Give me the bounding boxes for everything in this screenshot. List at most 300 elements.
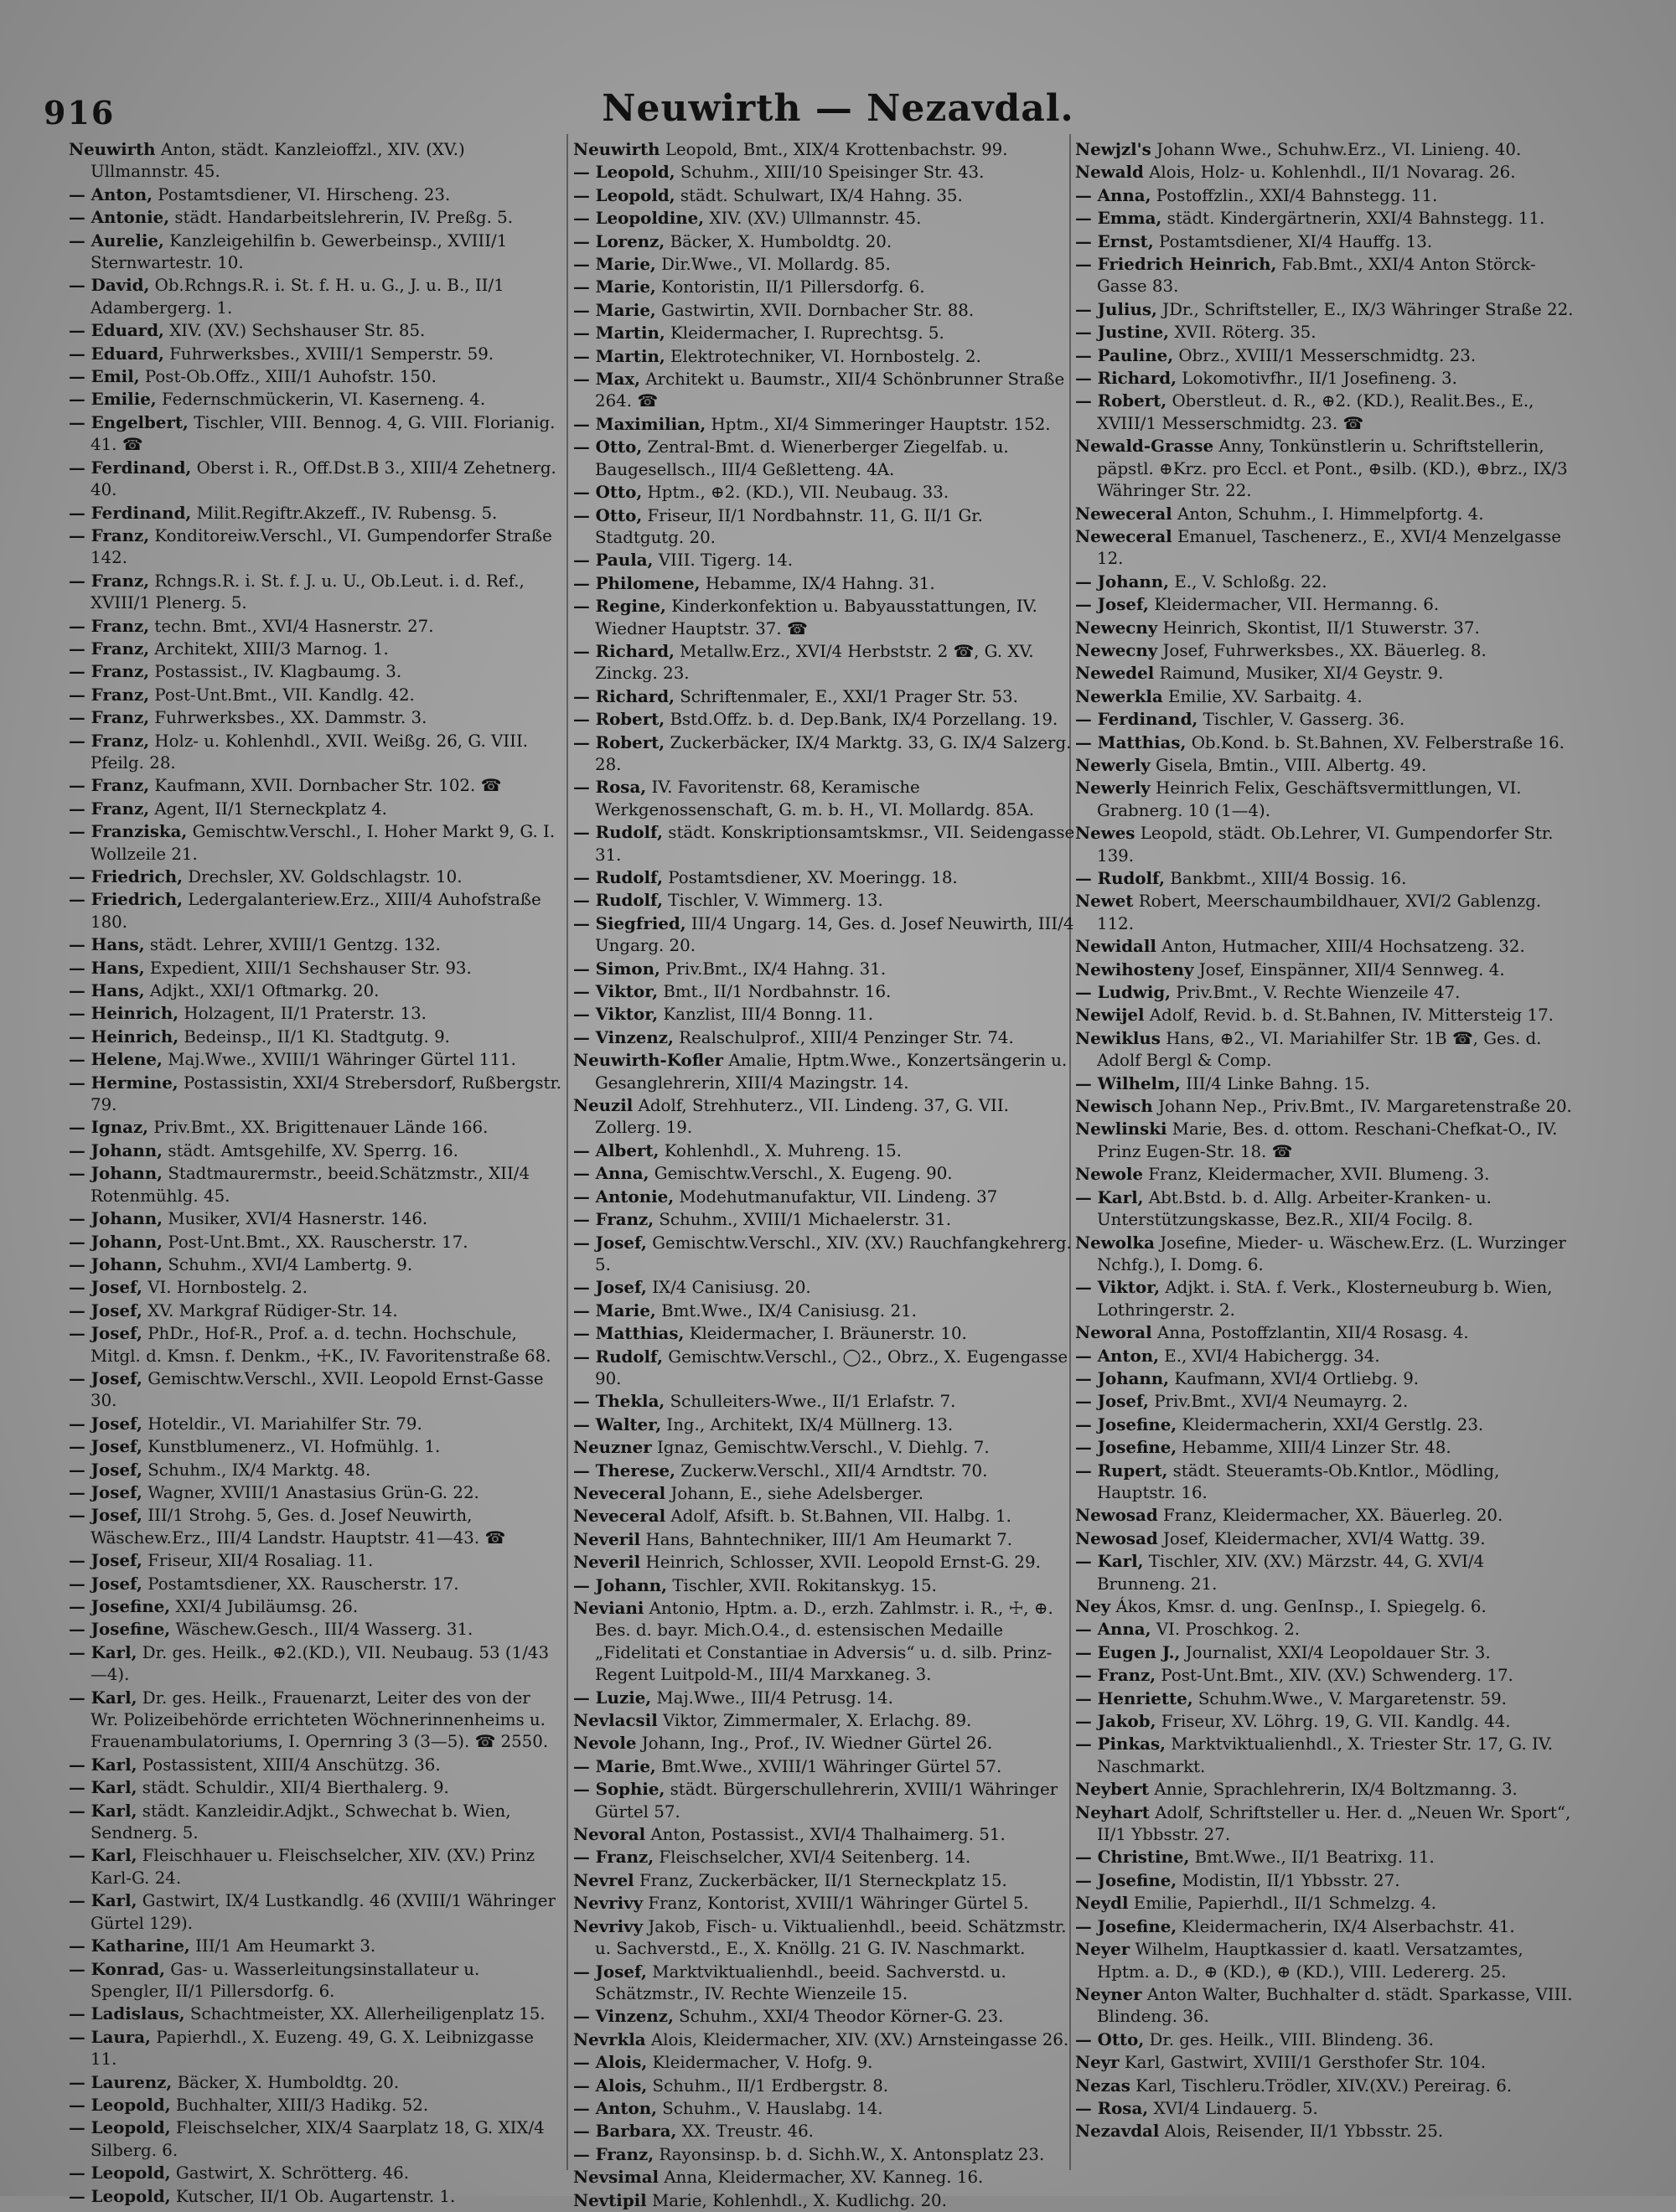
entry-details: Kaufmann, XVI/4 Ortliebg. 9.	[1169, 1368, 1420, 1388]
entry-name: — Franz,	[69, 570, 150, 591]
directory-entry	[1075, 822, 1578, 867]
directory-entry	[1075, 981, 1578, 1004]
entry-details: Architekt u. Baumstr., XII/4 Schönbrunner Straße 264. ☎	[595, 370, 1065, 411]
directory-entry	[69, 866, 563, 888]
entry-details: Gastwirtin, XVII. Dornbacher Str. 88.	[655, 300, 975, 320]
directory-entry	[573, 1778, 1076, 1823]
directory-entry	[573, 436, 1076, 481]
entry-name: — Franz,	[1075, 1665, 1156, 1686]
directory-entry	[69, 1322, 563, 1367]
entry-name: — Franz,	[69, 798, 150, 819]
entry-details: Modehutmanufaktur, VII. Lindeng. 37	[674, 1186, 998, 1207]
entry-name: — Marie,	[573, 276, 656, 297]
directory-entry	[1075, 2051, 1578, 2074]
directory-entry	[573, 640, 1076, 685]
entry-details: Dr. ges. Heilk., VIII. Blindeng. 36.	[1144, 2029, 1434, 2049]
directory-entry	[69, 706, 563, 729]
entry-name: Neyr	[1075, 2052, 1120, 2073]
entry-name: Neyhart	[1075, 1801, 1150, 1822]
entry-details: Anton, städt. Kanzleioffzl., XIV. (XV.) Ullmannstr. 45.	[91, 140, 465, 182]
entry-details: Tischler, XIV. (XV.) Märzstr. 44, G. XVI/4 Brunneng. 21.	[1097, 1552, 1485, 1594]
entry-details: Schuhm., V. Hauslabg. 14.	[657, 2098, 883, 2118]
directory-entry	[69, 1413, 563, 1435]
entry-name: — Franz,	[573, 2143, 654, 2164]
entry-details: Post-Ob.Offz., XIII/1 Auhofstr. 150.	[139, 367, 437, 387]
entry-name: — Viktor,	[573, 981, 659, 1002]
directory-entry	[69, 933, 563, 956]
entry-details: Bäcker, X. Humboldtg. 20.	[172, 2072, 400, 2092]
entry-name: — Friedrich Heinrich,	[1075, 254, 1277, 275]
entry-name: — Josef,	[1075, 1391, 1149, 1412]
entry-name: Newes	[1075, 823, 1135, 844]
directory-entry	[573, 595, 1076, 640]
entry-details: städt. Lehrer, XVIII/1 Gentzg. 132.	[144, 935, 441, 955]
directory-entry	[573, 685, 1076, 708]
directory-entry	[69, 319, 563, 342]
entry-details: städt. Amtsgehilfe, XV. Sperrg. 16.	[163, 1140, 458, 1160]
entry-details: Priv.Bmt., XX. Brigittenauer Lände 166.	[148, 1118, 489, 1138]
entry-details: Papierhdl., X. Euzeng. 49, G. X. Leibnizgasse 11.	[91, 2027, 534, 2070]
entry-name: — Katharine,	[69, 1936, 190, 1956]
directory-entry	[573, 1436, 1076, 1459]
entry-details: Hptm., XI/4 Simmeringer Hauptstr. 152.	[706, 414, 1051, 434]
entry-details: XIV. (XV.) Ullmannstr. 45.	[704, 209, 922, 229]
directory-entry	[1075, 867, 1578, 890]
directory-entry	[573, 1232, 1076, 1277]
entry-name: Neweceral	[1075, 525, 1172, 546]
entry-name: Neveril	[573, 1552, 641, 1573]
entry-name: — Franz,	[69, 615, 150, 636]
directory-entry	[69, 979, 563, 1002]
entry-details: Architekt, XIII/3 Marnog. 1.	[149, 638, 389, 659]
entry-name: — Friedrich,	[69, 889, 183, 910]
entry-name: Newijel	[1075, 1005, 1145, 1026]
entry-details: Karl, Gastwirt, XVIII/1 Gersthofer Str. 104.	[1119, 2053, 1486, 2073]
entry-name: — Anton,	[1075, 1345, 1159, 1366]
entry-details: Kleidermacherin, XXI/4 Gerstlg. 23.	[1177, 1414, 1484, 1434]
directory-entry	[69, 2185, 563, 2208]
entry-details: Buchhalter, XIII/3 Hadikg. 52.	[170, 2095, 429, 2115]
entry-details: Bmt.Wwe., XVIII/1 Währinger Gürtel 57.	[655, 1756, 1002, 1776]
entry-name: Neuwirth-Kofler	[573, 1050, 724, 1071]
entry-name: — Ferdinand,	[69, 457, 192, 478]
directory-entry	[69, 2026, 563, 2071]
entry-name: — Karl,	[69, 1641, 137, 1662]
entry-details: Postassist., IV. Klagbaumg. 3.	[149, 662, 402, 682]
entry-details: Musiker, XVI/4 Hasnerstr. 146.	[163, 1209, 428, 1229]
entry-details: Johann, Ing., Prof., IV. Wiedner Gürtel 26.	[636, 1734, 993, 1754]
entry-name: Neydl	[1075, 1893, 1129, 1914]
directory-entry	[573, 1414, 1076, 1436]
directory-entry	[69, 502, 563, 525]
entry-name: — Emil,	[69, 366, 140, 387]
directory-entry	[573, 1460, 1076, 1482]
entry-details: Alois, Reisender, II/1 Ybbsstr. 25.	[1159, 2122, 1444, 2142]
entry-name: — Josef,	[69, 1277, 142, 1298]
directory-entry	[1075, 184, 1578, 207]
directory-entry	[1075, 321, 1578, 344]
entry-details: Friseur, II/1 Nordbahnstr. 11, G. II/1 Gr. Stadtgutg. 20.	[595, 505, 983, 547]
entry-name: — Jakob,	[1075, 1711, 1156, 1732]
entry-details: Rchngs.R. i. St. f. J. u. U., Ob.Leut. i. d. Ref., XVIII/1 Plenerg. 5.	[91, 571, 525, 613]
entry-details: Tischler, VIII. Bennog. 4, G. VIII. Florianig. 41. ☎	[91, 412, 556, 455]
entry-details: Postamtsdiener, VI. Hirscheng. 23.	[153, 184, 451, 204]
entry-details: Schuhm., IX/4 Marktg. 48.	[142, 1460, 371, 1480]
entry-name: — Richard,	[573, 640, 675, 661]
directory-entry	[573, 2097, 1076, 2120]
directory-column-1	[69, 138, 563, 2206]
entry-name: Nezas	[1075, 2075, 1130, 2096]
entry-name: Newosad	[1075, 1527, 1158, 1548]
directory-entry	[69, 2094, 563, 2116]
entry-name: — Alois,	[573, 2075, 648, 2096]
entry-details: Postamtsdiener, XV. Moeringg. 18.	[663, 868, 958, 887]
entry-details: Alois, Holz- u. Kohlenhdl., II/1 Novarag. 26.	[1143, 163, 1516, 183]
entry-details: Johann Nep., Priv.Bmt., IV. Margaretenstraße 20.	[1152, 1097, 1572, 1117]
entry-name: Nevrivy	[573, 1893, 644, 1914]
directory-entry	[1075, 1004, 1578, 1026]
entry-name: — Franz,	[69, 775, 150, 796]
entry-name: Newecny	[1075, 639, 1158, 660]
directory-entry	[573, 322, 1076, 344]
entry-name: Newerly	[1075, 778, 1151, 798]
directory-entry	[573, 572, 1076, 595]
entry-details: Amalie, Hptm.Wwe., Konzertsängerin u. Gesanglehrerin, XIII/4 Mazingstr. 14.	[595, 1051, 1068, 1093]
entry-name: — Josef,	[573, 1961, 647, 1982]
entry-details: Milit.Regiftr.Akzeff., IV. Rubensg. 5.	[191, 503, 498, 523]
entry-name: — Anton,	[69, 183, 153, 204]
entry-name: — Marie,	[573, 299, 656, 320]
entry-name: Nevole	[573, 1733, 637, 1754]
directory-entry	[1075, 685, 1578, 708]
directory-entry	[1075, 1027, 1578, 1072]
entry-details: Marie, Kohlenhdl., X. Kudlichg. 20.	[646, 2190, 947, 2210]
entry-name: — Leopold,	[573, 162, 675, 183]
entry-name: — Laurenz,	[69, 2071, 173, 2092]
entry-name: — Josefine,	[1075, 1915, 1177, 1936]
entry-name: Nevtipil	[573, 2189, 647, 2210]
directory-entry	[573, 1732, 1076, 1755]
entry-name: Nevoral	[573, 1824, 646, 1845]
entry-name: Newedel	[1075, 663, 1155, 684]
entry-details: Anton, Schuhm., I. Himmelpfortg. 4.	[1172, 504, 1484, 524]
entry-details: Gemischtw.Verschl., XVII. Leopold Ernst-Gasse 30.	[91, 1368, 544, 1411]
entry-name: Neveceral	[573, 1506, 666, 1527]
directory-entry	[1075, 1641, 1578, 1664]
entry-name: Neyner	[1075, 1983, 1142, 2004]
entry-name: — Josefine,	[1075, 1414, 1177, 1434]
directory-entry	[69, 1231, 563, 1253]
entry-name: — Rosa,	[1075, 2097, 1149, 2118]
directory-entry	[1075, 1232, 1578, 1277]
directory-entry	[573, 1003, 1076, 1026]
entry-details: Franz, Kleidermacher, XX. Bäuerleg. 20.	[1157, 1506, 1503, 1526]
directory-entry	[573, 2143, 1076, 2166]
entry-name: — Christine,	[1075, 1847, 1190, 1868]
entry-name: — Rudolf,	[573, 867, 663, 887]
directory-entry	[573, 299, 1076, 322]
entry-details: Maj.Wwe., XVIII/1 Währinger Gürtel 111.	[162, 1050, 516, 1070]
directory-entry	[573, 1823, 1076, 1846]
entry-name: — Josef,	[69, 1436, 142, 1457]
entry-name: — Otto,	[573, 437, 643, 457]
directory-entry	[1075, 1118, 1578, 1163]
directory-entry	[69, 2003, 563, 2025]
entry-details: XX. Treustr. 46.	[676, 2122, 814, 2142]
directory-entry	[573, 2189, 1076, 2212]
entry-details: Gas- u. Wasserleitungsinstallateur u. Spengler, II/1 Pillersdorfg. 6.	[91, 1959, 480, 2001]
entry-details: IX/4 Canisiusg. 20.	[646, 1278, 811, 1298]
entry-details: Lokomotivfhr., II/1 Josefineng. 3.	[1177, 369, 1457, 389]
entry-details: Johann, E., siehe Adelsberger.	[665, 1483, 923, 1503]
entry-details: Maj.Wwe., III/4 Petrusg. 14.	[651, 1687, 893, 1708]
directory-entry	[69, 343, 563, 365]
entry-name: — Otto,	[573, 504, 643, 525]
directory-entry	[69, 774, 563, 797]
directory-entry	[573, 2005, 1076, 2028]
entry-details: Adolf, Schriftsteller u. Her. d. „Neuen Wr. Sport“, II/1 Ybbsstr. 27.	[1097, 1802, 1571, 1845]
entry-name: — Josef,	[69, 1573, 142, 1594]
directory-entry	[1075, 1595, 1578, 1618]
entry-name: — Aurelie,	[69, 230, 164, 251]
directory-entry	[69, 1276, 563, 1299]
entry-details: Post-Unt.Bmt., VII. Kandlg. 42.	[149, 685, 415, 705]
entry-name: Nevrel	[573, 1869, 634, 1890]
directory-entry	[1075, 639, 1578, 662]
directory-entry	[1075, 1733, 1578, 1778]
entry-name: Neuwirth	[69, 139, 156, 159]
entry-name: — Matthias,	[1075, 731, 1187, 752]
directory-entry	[573, 413, 1076, 436]
entry-details: Hebamme, IX/4 Hahng. 31.	[700, 573, 935, 593]
entry-name: Newolka	[1075, 1232, 1155, 1253]
entry-name: Newald	[1075, 162, 1144, 183]
entry-details: Tischler, V. Wimmerg. 13.	[663, 891, 883, 911]
directory-entry	[573, 276, 1076, 298]
directory-entry	[573, 1346, 1076, 1391]
entry-details: Gemischtw.Verschl., I. Hoher Markt 9, G. I. Wollzeile 21.	[91, 822, 556, 864]
entry-details: Gastwirt, IX/4 Lustkandlg. 46 (XVIII/1 Währinger Gürtel 129).	[91, 1891, 556, 1933]
entry-name: — Johann,	[69, 1231, 163, 1252]
entry-name: — Otto,	[1075, 2029, 1145, 2049]
entry-details: Leopold, Bmt., XIX/4 Krottenbachstr. 99.	[660, 140, 1008, 159]
directory-entry	[573, 1322, 1076, 1345]
entry-name: — Ernst,	[1075, 230, 1154, 251]
directory-entry	[1075, 435, 1578, 502]
directory-entry	[573, 1140, 1076, 1162]
entry-name: Neveceral	[573, 1482, 666, 1503]
directory-entry	[69, 1253, 563, 1276]
directory-entry	[69, 820, 563, 866]
entry-name: — Josefine,	[1075, 1869, 1177, 1890]
entry-details: Dir.Wwe., VI. Mollardg. 85.	[655, 255, 891, 275]
directory-entry	[573, 1026, 1076, 1049]
directory-entry	[1075, 1550, 1578, 1595]
entry-details: Dr. ges. Heilk., Frauenarzt, Leiter des von der Wr. Polizeibehörde errichteten Wöchnerinnenheims u. Frauenambulatoriums, I. Opernring 3 (3—5). ☎ 2550.	[91, 1687, 549, 1752]
directory-entry	[573, 2029, 1076, 2051]
directory-entry	[1075, 138, 1578, 161]
column-divider	[566, 134, 568, 2170]
directory-entry	[1075, 617, 1578, 639]
directory-entry	[69, 730, 563, 775]
entry-name: — Otto,	[573, 482, 643, 503]
directory-column-3	[1075, 138, 1578, 2166]
directory-entry	[1075, 1276, 1578, 1321]
directory-entry	[69, 1367, 563, 1413]
entry-details: Franz, Kontorist, XVIII/1 Währinger Gürtel 5.	[643, 1894, 1029, 1914]
directory-entry	[573, 2166, 1076, 2189]
entry-name: — Johann,	[69, 1140, 163, 1160]
directory-entry	[69, 660, 563, 683]
entry-details: Anton Walter, Buchhalter d. städt. Sparkasse, VIII. Blindeng. 36.	[1097, 1984, 1573, 2027]
entry-name: Neuwirth	[573, 139, 660, 159]
entry-details: Adolf, Afsift. b. St.Bahnen, VII. Halbg. 1.	[665, 1507, 1011, 1527]
directory-entry	[1075, 1072, 1578, 1095]
entry-details: Adjkt., XXI/1 Oftmarkg. 20.	[144, 981, 380, 1001]
directory-entry	[573, 776, 1076, 821]
directory-entry	[1075, 390, 1578, 435]
entry-name: — Karl,	[1075, 1551, 1144, 1572]
entry-details: III/1 Am Heumarkt 3.	[189, 1936, 376, 1956]
entry-name: — Eduard,	[69, 320, 164, 341]
directory-entry	[69, 1504, 563, 1549]
entry-name: — Josef,	[69, 1367, 142, 1388]
entry-details: städt. Kanzleidir.Adjkt., Schwechat b. Wien, Sendnerg. 5.	[91, 1801, 511, 1843]
directory-entry	[69, 2071, 563, 2094]
directory-entry	[1075, 1390, 1578, 1413]
entry-details: Rayonsinsp. b. d. Sichh.W., X. Antonsplatz 23.	[654, 2144, 1045, 2164]
directory-entry	[69, 206, 563, 229]
entry-details: E., V. Schloßg. 22.	[1169, 571, 1327, 592]
entry-details: Kanzlist, III/4 Bonng. 11.	[658, 1005, 874, 1025]
directory-entry	[69, 183, 563, 206]
directory-entry	[573, 731, 1076, 777]
entry-details: Priv.Bmt., IX/4 Hahng. 31.	[660, 959, 887, 979]
entry-details: städt. Handarbeitslehrerin, IV. Preßg. 5.	[169, 208, 514, 228]
entry-name: — Leopoldine,	[573, 208, 705, 229]
entry-details: JDr., Schriftsteller, E., IX/3 Währinger Straße 22.	[1156, 299, 1574, 319]
entry-details: Priv.Bmt., XVI/4 Neumayrg. 2.	[1148, 1392, 1409, 1412]
directory-entry	[573, 1049, 1076, 1094]
entry-details: Anna, Kleidermacher, XV. Kanneg. 16.	[659, 2168, 984, 2188]
entry-details: Ing., Architekt, IX/4 Müllnerg. 13.	[661, 1414, 954, 1434]
entry-name: — Alois,	[573, 2052, 648, 2073]
directory-entry	[1075, 1846, 1578, 1868]
entry-details: Marktviktualienhdl., X. Triester Str. 17, G. IV. Naschmarkt.	[1097, 1734, 1553, 1776]
entry-details: Hoteldir., VI. Mariahilfer Str. 79.	[142, 1414, 422, 1434]
entry-details: Fleischselcher, XIX/4 Saarplatz 18, G. XIX/4 Silberg. 6.	[91, 2118, 545, 2160]
directory-entry	[69, 388, 563, 411]
directory-entry	[69, 1140, 563, 1162]
directory-entry	[1075, 1892, 1578, 1915]
entry-name: — Franz,	[69, 684, 150, 705]
directory-entry	[69, 1935, 563, 1957]
entry-name: — Franz,	[69, 525, 150, 545]
entry-name: — Karl,	[1075, 1186, 1144, 1207]
entry-name: — Johann,	[1075, 571, 1170, 592]
entry-details: Kunstblumenerz., VI. Hofmühlg. 1.	[142, 1437, 441, 1457]
entry-details: Adjkt. i. StA. f. Verk., Klosterneuburg b. Wien, Lothringerstr. 2.	[1097, 1278, 1553, 1320]
entry-details: III/4 Linke Bahng. 15.	[1180, 1073, 1370, 1093]
entry-name: — Friedrich,	[69, 866, 183, 886]
entry-details: Schuhm.Wwe., V. Margaretenstr. 59.	[1192, 1688, 1507, 1708]
entry-name: — Vinzenz,	[573, 1026, 674, 1047]
directory-entry	[1075, 708, 1578, 731]
directory-entry	[573, 980, 1076, 1003]
entry-name: — Karl,	[69, 1777, 137, 1798]
entry-details: Hans, ⊕2., VI. Mariahilfer Str. 1B ☎, Ges. d. Adolf Bergl & Comp.	[1097, 1028, 1542, 1071]
directory-entry	[573, 1300, 1076, 1322]
entry-name: — Anna,	[573, 1163, 649, 1184]
directory-entry	[573, 1892, 1076, 1915]
directory-entry	[69, 1618, 563, 1641]
entry-details: Anny, Tonkünstlerin u. Schriftstellerin, päpstl. ⊕Krz. pro Eccl. et Pont., ⊕silb. (KD.), ⊕brz., IX/3 Währinger Str. 22.	[1097, 437, 1568, 501]
entry-details: Schuhm., II/1 Erdbergstr. 8.	[647, 2075, 889, 2096]
entry-details: Viktor, Zimmermaler, X. Erlachg. 89.	[657, 1711, 972, 1731]
directory-entry	[573, 504, 1076, 550]
entry-details: Josef, Einspänner, XII/4 Sennweg. 4.	[1193, 959, 1505, 979]
directory-entry	[69, 1844, 563, 1889]
entry-details: Bmt.Wwe., II/1 Beatrixg. 11.	[1189, 1848, 1435, 1868]
entry-name: — Josefine,	[69, 1619, 171, 1640]
entry-name: — Matthias,	[573, 1323, 685, 1344]
directory-entry	[1075, 1710, 1578, 1733]
directory-entry	[573, 889, 1076, 912]
directory-entry	[573, 1390, 1076, 1413]
entry-name: — Vinzenz,	[573, 2006, 674, 2027]
directory-entry	[69, 1481, 563, 1504]
directory-entry	[573, 1208, 1076, 1231]
entry-name: — Ladislaus,	[69, 2003, 185, 2024]
directory-entry	[1075, 503, 1578, 525]
entry-details: Federnschmückerin, VI. Kaserneng. 4.	[156, 390, 486, 410]
entry-name: — Pauline,	[1075, 344, 1174, 365]
entry-name: — Josefine,	[1075, 1437, 1177, 1458]
entry-name: — Robert,	[573, 731, 665, 752]
entry-details: Heinrich Felix, Geschäftsvermittlungen, VI. Grabnerg. 10 (1—4).	[1097, 778, 1522, 820]
entry-details: Fleischhauer u. Fleischselcher, XIV. (XV.) Prinz Karl-G. 24.	[91, 1846, 535, 1888]
entry-details: Kohlenhdl., X. Muhreng. 15.	[659, 1140, 902, 1160]
directory-entry	[573, 1869, 1076, 1892]
entry-name: Newihosteny	[1075, 959, 1194, 979]
directory-entry	[69, 1573, 563, 1595]
entry-details: Antonio, Hptm. a. D., erzh. Zahlmstr. i. R., ☩, ⊕. Bes. d. bayr. Mich.O.4., d. estensischen Medaille „Fidelitati et Constantiae in Adversis“ u. d. silb. Prinz-Regent Luitpold-M., III/4 Marxkaneg. 3.	[595, 1599, 1053, 1685]
directory-entry	[69, 411, 563, 457]
entry-name: — Franz,	[573, 1847, 654, 1868]
directory-entry	[69, 365, 563, 388]
entry-details: Holz- u. Kohlenhdl., XVII. Weißg. 26, G. VIII. Pfeilg. 28.	[91, 731, 529, 773]
entry-details: Anton, Postassist., XVI/4 Thalhaimerg. 51.	[645, 1825, 1006, 1845]
entry-details: Bmt., II/1 Nordbahnstr. 16.	[658, 982, 892, 1002]
directory-entry	[573, 481, 1076, 504]
entry-name: — Viktor,	[573, 1004, 659, 1025]
entry-name: — Ferdinand,	[1075, 709, 1198, 730]
directory-entry	[573, 1709, 1076, 1732]
entry-name: — Rudolf,	[1075, 868, 1165, 888]
entry-name: — Hans,	[69, 957, 145, 978]
entry-name: Nezavdal	[1075, 2121, 1160, 2142]
entry-name: — Franziska,	[69, 821, 188, 842]
entry-details: städt. Bürgerschullehrerin, XVIII/1 Währinger Gürtel 57.	[595, 1780, 1058, 1822]
entry-details: Robert, Meerschaumbildhauer, XVI/2 Gablenzg. 112.	[1097, 892, 1542, 933]
entry-details: Heinrich, Schlosser, XVII. Leopold Ernst-G. 29.	[640, 1553, 1041, 1573]
entry-name: — Leopold,	[69, 2117, 171, 2138]
entry-details: Fuhrwerksbes., XX. Dammstr. 3.	[149, 708, 427, 728]
entry-details: Postoffzlin., XXI/4 Bahnstegg. 11.	[1151, 185, 1438, 205]
entry-details: Holzagent, II/1 Praterstr. 13.	[178, 1004, 427, 1024]
entry-details: Expedient, XIII/1 Sechshauser Str. 93.	[144, 958, 472, 978]
entry-details: Wäschew.Gesch., III/4 Wasserg. 31.	[170, 1620, 473, 1640]
